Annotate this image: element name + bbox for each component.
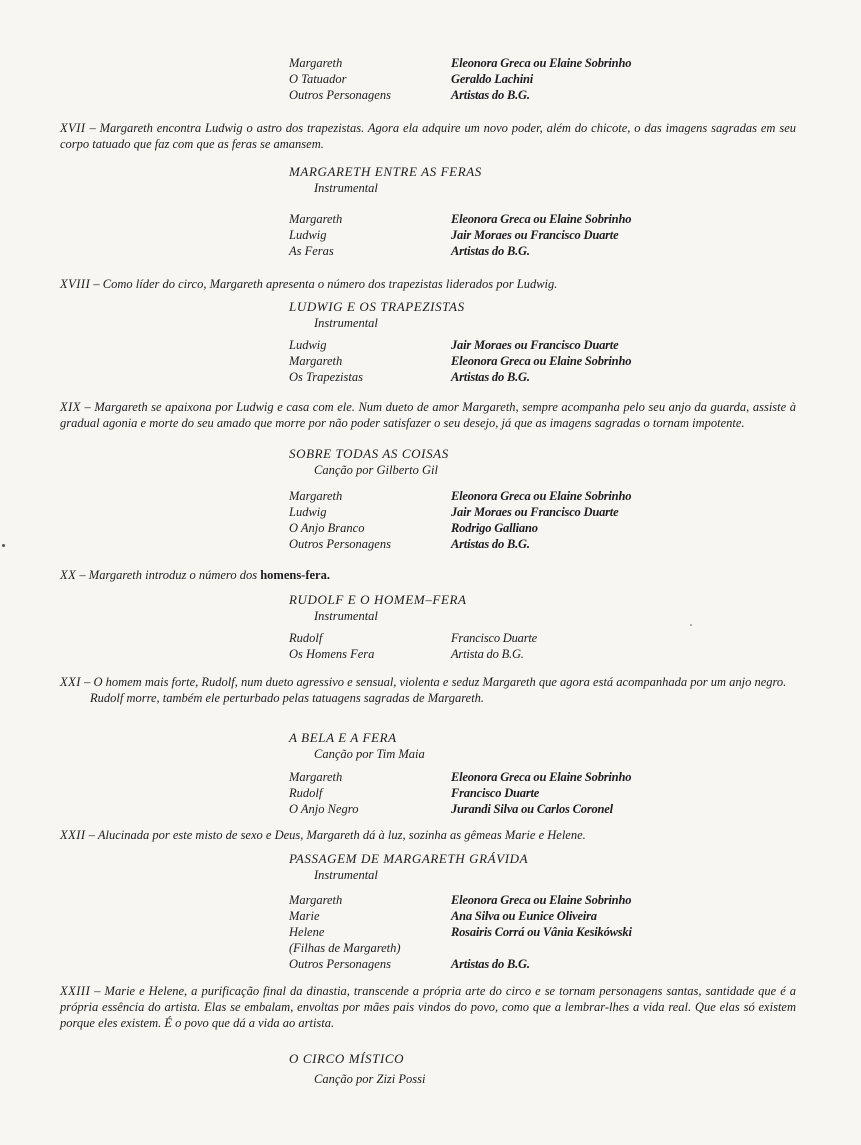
scene-number: XVII [60, 121, 86, 135]
cast-row [289, 353, 631, 369]
cast-row [289, 211, 631, 227]
actor: Geraldo Lachini [451, 72, 534, 86]
actor: Rodrigo Galliano [451, 521, 538, 535]
song-heading [289, 730, 425, 762]
cast-list [289, 488, 631, 552]
scene-text: – Alucinada por este misto de sexo e Deus, Margareth dá à luz, sozinha as gêmeas Marie e Helene. [88, 828, 586, 842]
scene-emphasis: homens-fera. [260, 568, 330, 582]
song-title: MARGARETH ENTRE AS FERAS [289, 164, 482, 179]
cast-list [289, 892, 632, 972]
actor: Francisco Duarte [451, 631, 538, 645]
song-title: SOBRE TODAS AS COISAS [289, 446, 449, 461]
scene-text: – Como líder do circo, Margareth apresenta o número dos trapezistas liderados por Ludwig. [93, 277, 558, 291]
actor: Eleonora Greca ou Elaine Sobrinho [451, 489, 632, 503]
cast-row [289, 369, 631, 385]
scene-description [60, 827, 796, 843]
cast-row [289, 87, 631, 103]
actor: Francisco Duarte [451, 786, 540, 800]
song-title: A BELA E A FERA [289, 730, 397, 745]
cast-row [289, 55, 631, 71]
role: Margareth [289, 893, 343, 907]
actor: Rosairis Corrá ou Vânia Kesikówski [451, 925, 632, 939]
scene-description [60, 567, 796, 583]
actor: Ana Silva ou Eunice Oliveira [451, 909, 597, 923]
song-subtitle: Instrumental [314, 181, 378, 195]
role: As Feras [289, 244, 334, 258]
song-title: LUDWIG E OS TRAPEZISTAS [289, 299, 465, 314]
scene-number: XXII [60, 828, 86, 842]
scene-text: – Margareth encontra Ludwig o astro dos trapezistas. Agora ela adquire um novo poder, além do chicote, o das imagens sagradas em seu corpo tatuado que faz com que as feras se amansem. [60, 121, 797, 151]
actor: Artistas do B.G. [451, 957, 530, 971]
role: Marie [289, 909, 320, 923]
cast-list [289, 337, 631, 385]
cast-row [289, 801, 631, 817]
role: Os Trapezistas [289, 370, 363, 384]
scene-number: XXIII [60, 984, 91, 998]
actor: Eleonora Greca ou Elaine Sobrinho [451, 56, 632, 70]
actor: Jair Moraes ou Francisco Duarte [451, 505, 619, 519]
cast-row [289, 488, 631, 504]
cast-row [289, 908, 632, 924]
actor: Eleonora Greca ou Elaine Sobrinho [451, 770, 632, 784]
cast-row [289, 924, 632, 940]
scene-number: XIX [60, 400, 81, 414]
actor: Artistas do B.G. [451, 370, 530, 384]
role: Outros Personagens [289, 957, 391, 971]
actor: Artistas do B.G. [451, 244, 530, 258]
song-title: O CIRCO MÍSTICO [289, 1051, 405, 1066]
scene-number: XVIII [60, 277, 91, 291]
cast-list [289, 630, 537, 662]
role: O Anjo Negro [289, 802, 359, 816]
actor: Artistas do B.G. [451, 537, 530, 551]
role: Margareth [289, 212, 343, 226]
song-subtitle: Instrumental [314, 609, 378, 623]
song-title: PASSAGEM DE MARGARETH GRÁVIDA [289, 851, 529, 866]
role: Os Homens Fera [289, 647, 375, 661]
actor: Eleonora Greca ou Elaine Sobrinho [451, 354, 632, 368]
role: O Tatuador [289, 72, 347, 86]
song-heading [289, 446, 449, 478]
scene-text: – Margareth introduz o número dos [79, 568, 258, 582]
song-subtitle: Canção por Zizi Possi [314, 1072, 426, 1086]
cast-row [289, 227, 631, 243]
cast-list [289, 769, 631, 817]
actor: Artista do B.G. [451, 647, 524, 661]
cast-list [289, 55, 631, 103]
role: O Anjo Branco [289, 521, 365, 535]
paper-speck [690, 624, 692, 626]
role: Rudolf [289, 786, 323, 800]
cast-row [289, 892, 632, 908]
song-heading [289, 592, 467, 624]
role: Margareth [289, 354, 343, 368]
cast-row [289, 520, 631, 536]
actor: Jair Moraes ou Francisco Duarte [451, 228, 619, 242]
cast-row [289, 940, 632, 956]
scene-description [60, 399, 796, 431]
edge-mark [2, 544, 5, 547]
role: Margareth [289, 489, 343, 503]
song-title: RUDOLF E O HOMEM–FERA [289, 592, 467, 607]
role: (Filhas de Margareth) [289, 941, 401, 955]
role: Rudolf [289, 631, 323, 645]
actor: Eleonora Greca ou Elaine Sobrinho [451, 212, 632, 226]
actor: Artistas do B.G. [451, 88, 530, 102]
cast-row [289, 243, 631, 259]
scene-description [60, 983, 796, 1031]
song-heading [289, 851, 528, 883]
scene-text: – Margareth se apaixona por Ludwig e casa com ele. Num dueto de amor Margareth, sempre acompanha pelo seu anjo da guarda, assiste à gradual agonia e morte do seu amado que morre por não poder satisfazer o seu desejo, já que as imagens sagradas o tornam impotente. [60, 400, 797, 430]
scene-number: XX [60, 568, 77, 582]
scene-description [60, 276, 796, 292]
song-subtitle: Instrumental [314, 868, 378, 882]
song-heading [289, 299, 465, 331]
scene-text: – O homem mais forte, Rudolf, num dueto agressivo e sensual, violenta e seduz Margareth que agora está acompanhada por um anjo negro. [84, 675, 787, 689]
cast-row [289, 769, 631, 785]
scene-number: XXI [60, 675, 81, 689]
cast-row [289, 337, 631, 353]
role: Outros Personagens [289, 537, 391, 551]
role: Margareth [289, 770, 343, 784]
cast-row [289, 785, 631, 801]
cast-row [289, 630, 537, 646]
cast-row [289, 956, 632, 972]
actor: Jair Moraes ou Francisco Duarte [451, 338, 619, 352]
role: Ludwig [289, 505, 327, 519]
role: Helene [289, 925, 325, 939]
scene-description [60, 120, 796, 152]
song-heading [289, 1051, 425, 1087]
cast-row [289, 71, 631, 87]
role: Ludwig [289, 338, 327, 352]
scene-description [60, 674, 796, 706]
song-subtitle: Canção por Gilberto Gil [314, 463, 438, 477]
cast-row [289, 536, 631, 552]
role: Ludwig [289, 228, 327, 242]
role: Margareth [289, 56, 343, 70]
song-heading [289, 164, 482, 196]
cast-row [289, 504, 631, 520]
song-subtitle: Instrumental [314, 316, 378, 330]
song-subtitle: Canção por Tim Maia [314, 747, 425, 761]
actor: Eleonora Greca ou Elaine Sobrinho [451, 893, 632, 907]
scene-text-continued: Rudolf morre, também ele perturbado pelas tatuagens sagradas de Margareth. [90, 691, 485, 705]
scene-text: – Marie e Helene, a purificação final da dinastia, transcende a própria arte do circo e se tornam personagens santas, santidade que é a própria essência do artista. Elas se embalam, envoltas por mães pais vindos do povo, como que a lembrar-lhes a vida real. Que elas só existem porque eles existem. É o povo que dá a vida ao artista. [60, 984, 796, 1030]
cast-list [289, 211, 631, 259]
role: Outros Personagens [289, 88, 391, 102]
actor: Jurandi Silva ou Carlos Coronel [451, 802, 613, 816]
cast-row [289, 646, 537, 662]
